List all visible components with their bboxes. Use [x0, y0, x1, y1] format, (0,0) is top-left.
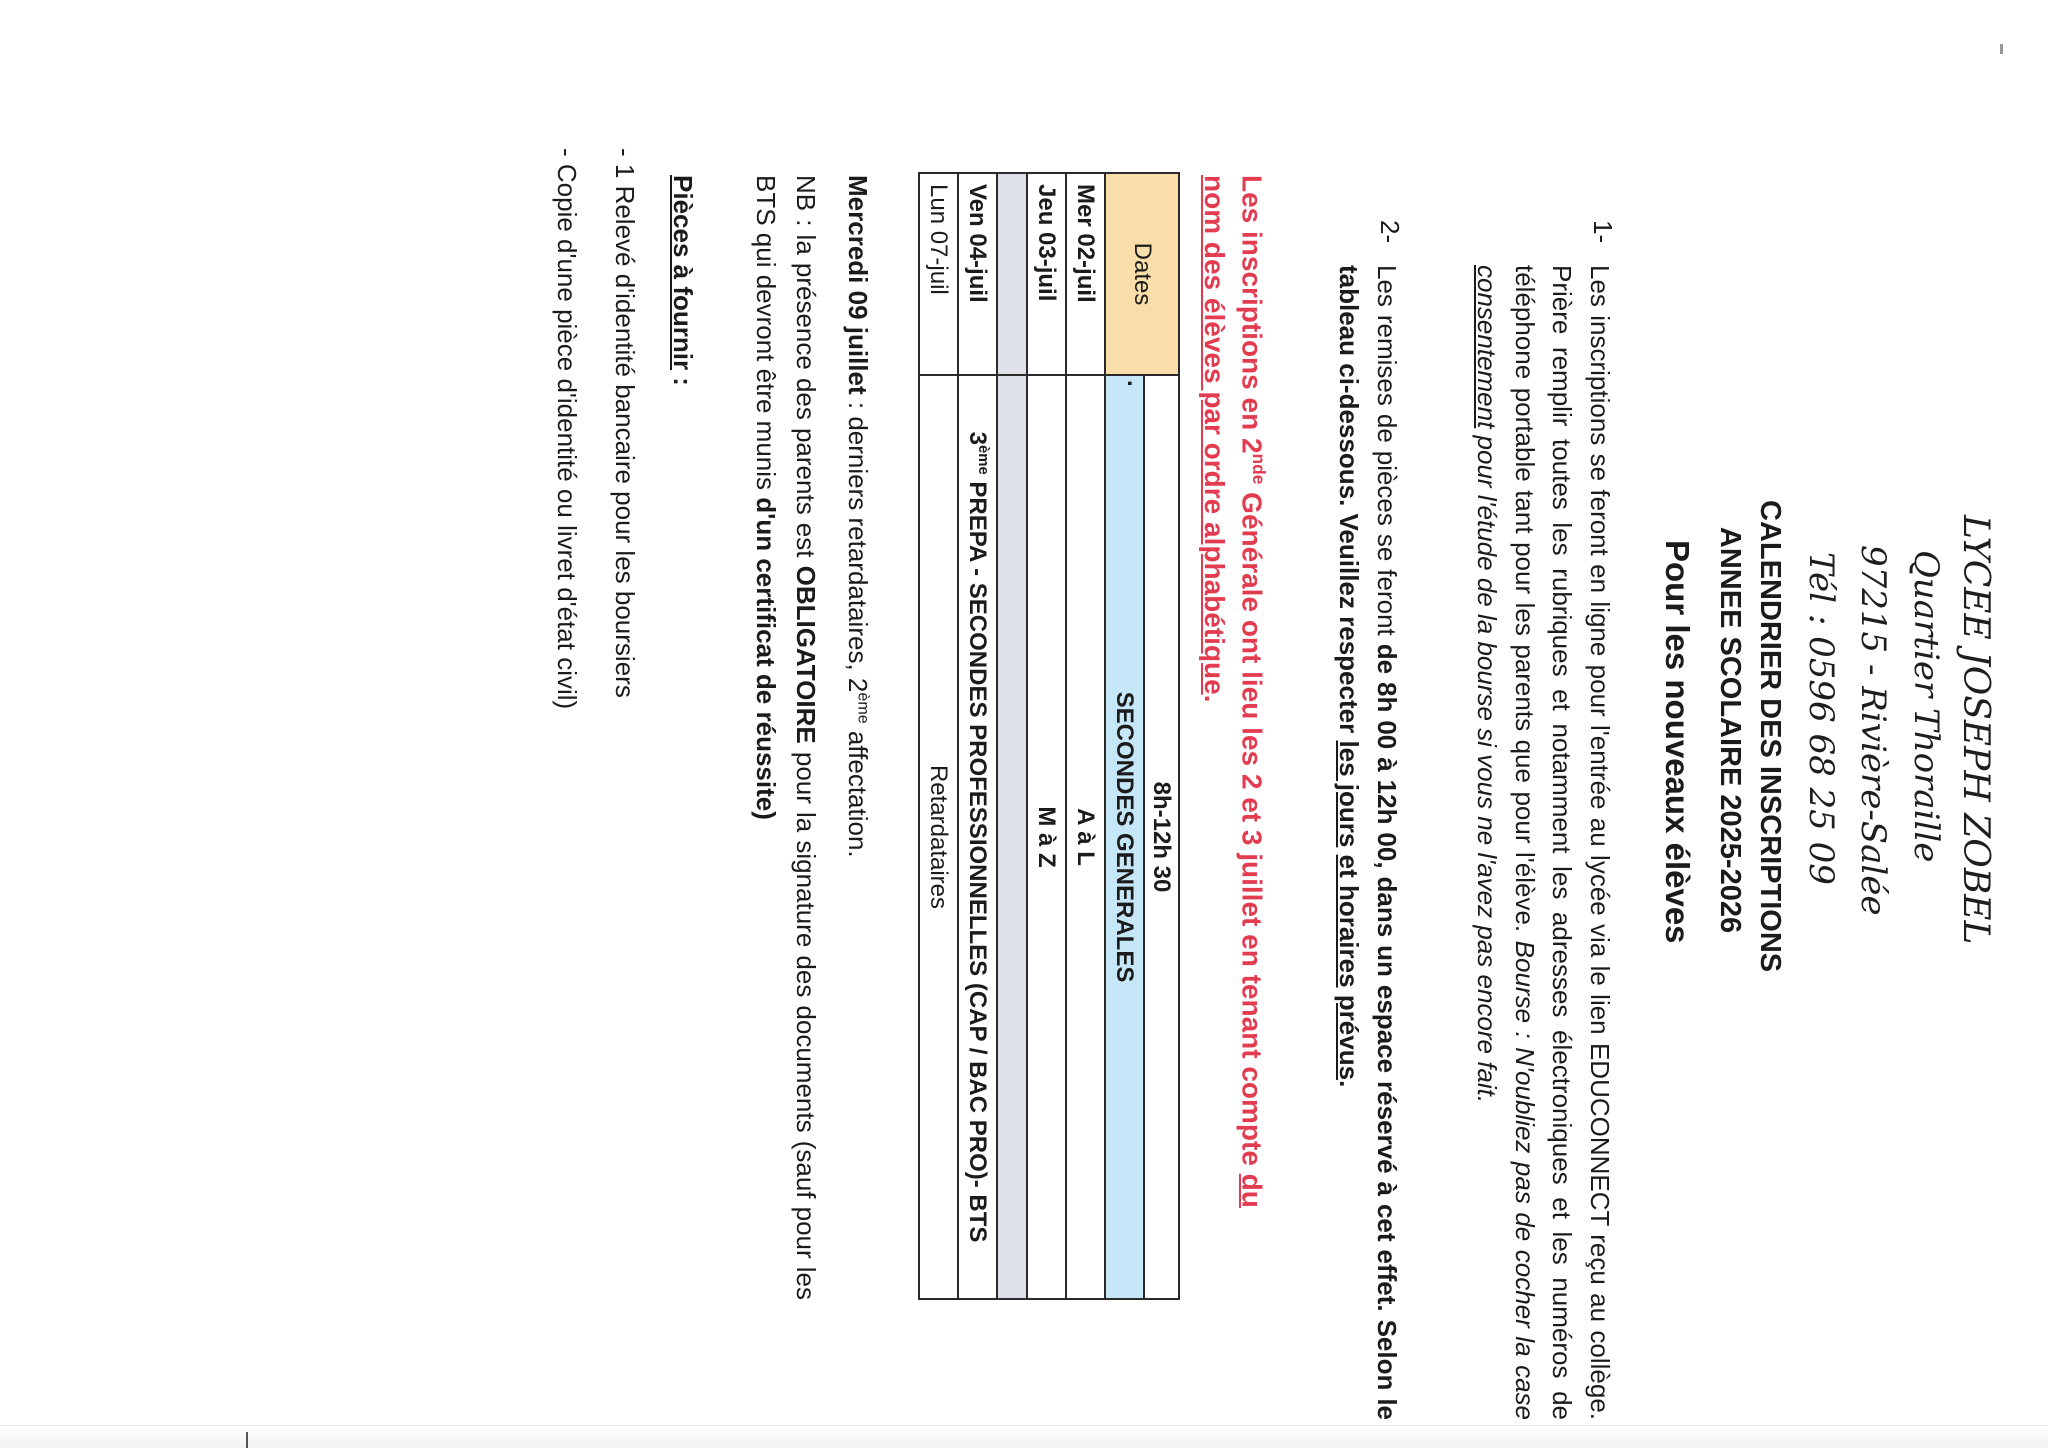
item-number: 1-: [1588, 220, 1618, 244]
item-2-end: .: [1334, 1080, 1365, 1088]
time-header: 8h-12h 30: [1144, 375, 1179, 1299]
notice-end: .: [1198, 694, 1230, 703]
nb-note: [746, 175, 826, 1300]
nb-certificate: d'un certificat de réussite): [751, 497, 781, 820]
item-1-body: Les inscriptions se feront en ligne pour l'entrée au lycée via le lien EDUCONNECT reçu au collège. Prière remplir toutes les rubriques et notamment les adresses électroniques et les numéros de téléphone portable tant pour les parents que pour l'élève.: [1510, 265, 1615, 1420]
programs-text-2: PREPA - SECONDES PROFESSIONNELLES (CAP / BAC PRO)- BTS: [964, 474, 992, 1243]
list-item: - 1 Relevé d'identité bancaire pour les boursiers: [610, 148, 640, 698]
item-2-schedules: et horaires: [1334, 854, 1365, 988]
late-text-2: affectation.: [843, 723, 873, 858]
nb-mandatory: OBLIGATOIRE: [791, 565, 821, 744]
spacer-cell: [997, 173, 1027, 375]
school-phone: Tél : 0596 68 25 09: [1801, 552, 1841, 885]
school-name: LYCEE JOSEPH ZOBEL: [1955, 515, 1996, 945]
date-cell: Mer 02-juil: [1066, 173, 1105, 375]
item-2-intro: Les remises de pièces se feront: [1372, 265, 1402, 644]
bourse-text: : N'oubliez pas de cocher la case: [1510, 1023, 1540, 1420]
late-sup: ème: [854, 692, 873, 724]
school-address-line1: Quartier Thoraille: [1906, 550, 1946, 863]
section-header: [1105, 375, 1149, 1299]
nb-text: NB : la présence des parents est: [791, 175, 821, 566]
item-2-space: [1335, 847, 1365, 854]
programs-text: 3: [964, 431, 992, 445]
table-row: [958, 173, 997, 1299]
late-date: Mercredi 09 juillet: [843, 175, 873, 395]
page-title: CALENDRIER DES INSCRIPTIONS: [1754, 500, 1786, 973]
nb-text-2: pour la signature des documents (sauf pour les BTS qui devront être munis: [751, 175, 821, 1300]
list-item: - Copie d'une pièce d'identité ou livret d'état civil): [552, 148, 582, 710]
notice-text: Les inscriptions en 2: [1236, 175, 1268, 454]
item-2-hours: de 8h 00 à 12h 00, dans un espace réservé à cet effet. Selon le tableau ci-dessous. Veuillez respecter: [1334, 265, 1402, 1421]
notice-text-2: Générale ont lieu les 2 et 3 juillet en tenant compte: [1236, 484, 1268, 1174]
date-cell: Ven 04-juil: [958, 173, 997, 375]
spacer-cell: [997, 375, 1027, 1299]
programs-cell: [958, 375, 997, 1299]
date-cell: Jeu 03-juil: [1027, 173, 1066, 375]
table-row: [1066, 173, 1105, 1299]
notice-alphabetical: du nom des élèves par ordre alphabétique: [1198, 175, 1268, 1208]
late-cell: Retardataires: [919, 375, 958, 1299]
item-number: 2-: [1375, 220, 1405, 244]
notice-sup: nde: [1249, 453, 1269, 485]
bourse-label: Bourse: [1510, 940, 1540, 1024]
section-header-label: SECONDES GENERALES: [1111, 691, 1139, 983]
documents-colon: :: [668, 370, 698, 386]
table-row: [919, 173, 958, 1299]
table-row: [1144, 173, 1179, 1299]
late-registration-line: [842, 175, 873, 858]
table-row: [997, 173, 1027, 1299]
item-2-text: [1330, 265, 1405, 1420]
page-subtitle: ANNEE SCOLAIRE 2025-2026: [1714, 526, 1746, 934]
late-text: : derniers retardataires, 2: [843, 394, 873, 693]
documents-title: Pièces à fournir: [668, 175, 698, 371]
letters-cell: M à Z: [1027, 375, 1066, 1299]
item-1-text: [1468, 265, 1618, 1420]
programs-sup: ème: [975, 444, 992, 475]
item-2-days: les jours: [1334, 740, 1365, 848]
documents-heading: [667, 175, 698, 386]
stray-dot: .: [1122, 380, 1149, 387]
schedule-table: [918, 172, 1180, 1300]
bourse-consent: consentement: [1472, 265, 1503, 429]
registration-notice: [1195, 175, 1278, 1235]
school-address-line2: 97215 - Rivière-Salée: [1853, 545, 1893, 916]
dates-header: Dates: [1105, 173, 1179, 375]
bourse-text-end: pour l'étude de la bourse si vous ne l'avez pas encore fait.: [1472, 428, 1503, 1104]
letters-cell: A à L: [1066, 375, 1105, 1299]
item-2-planned: prévus: [1334, 994, 1365, 1081]
item-2-space: [1335, 988, 1365, 995]
date-cell: Lun 07-juil: [919, 173, 958, 375]
page-audience: Pour les nouveaux élèves: [1659, 540, 1696, 944]
table-row: [1027, 173, 1066, 1299]
